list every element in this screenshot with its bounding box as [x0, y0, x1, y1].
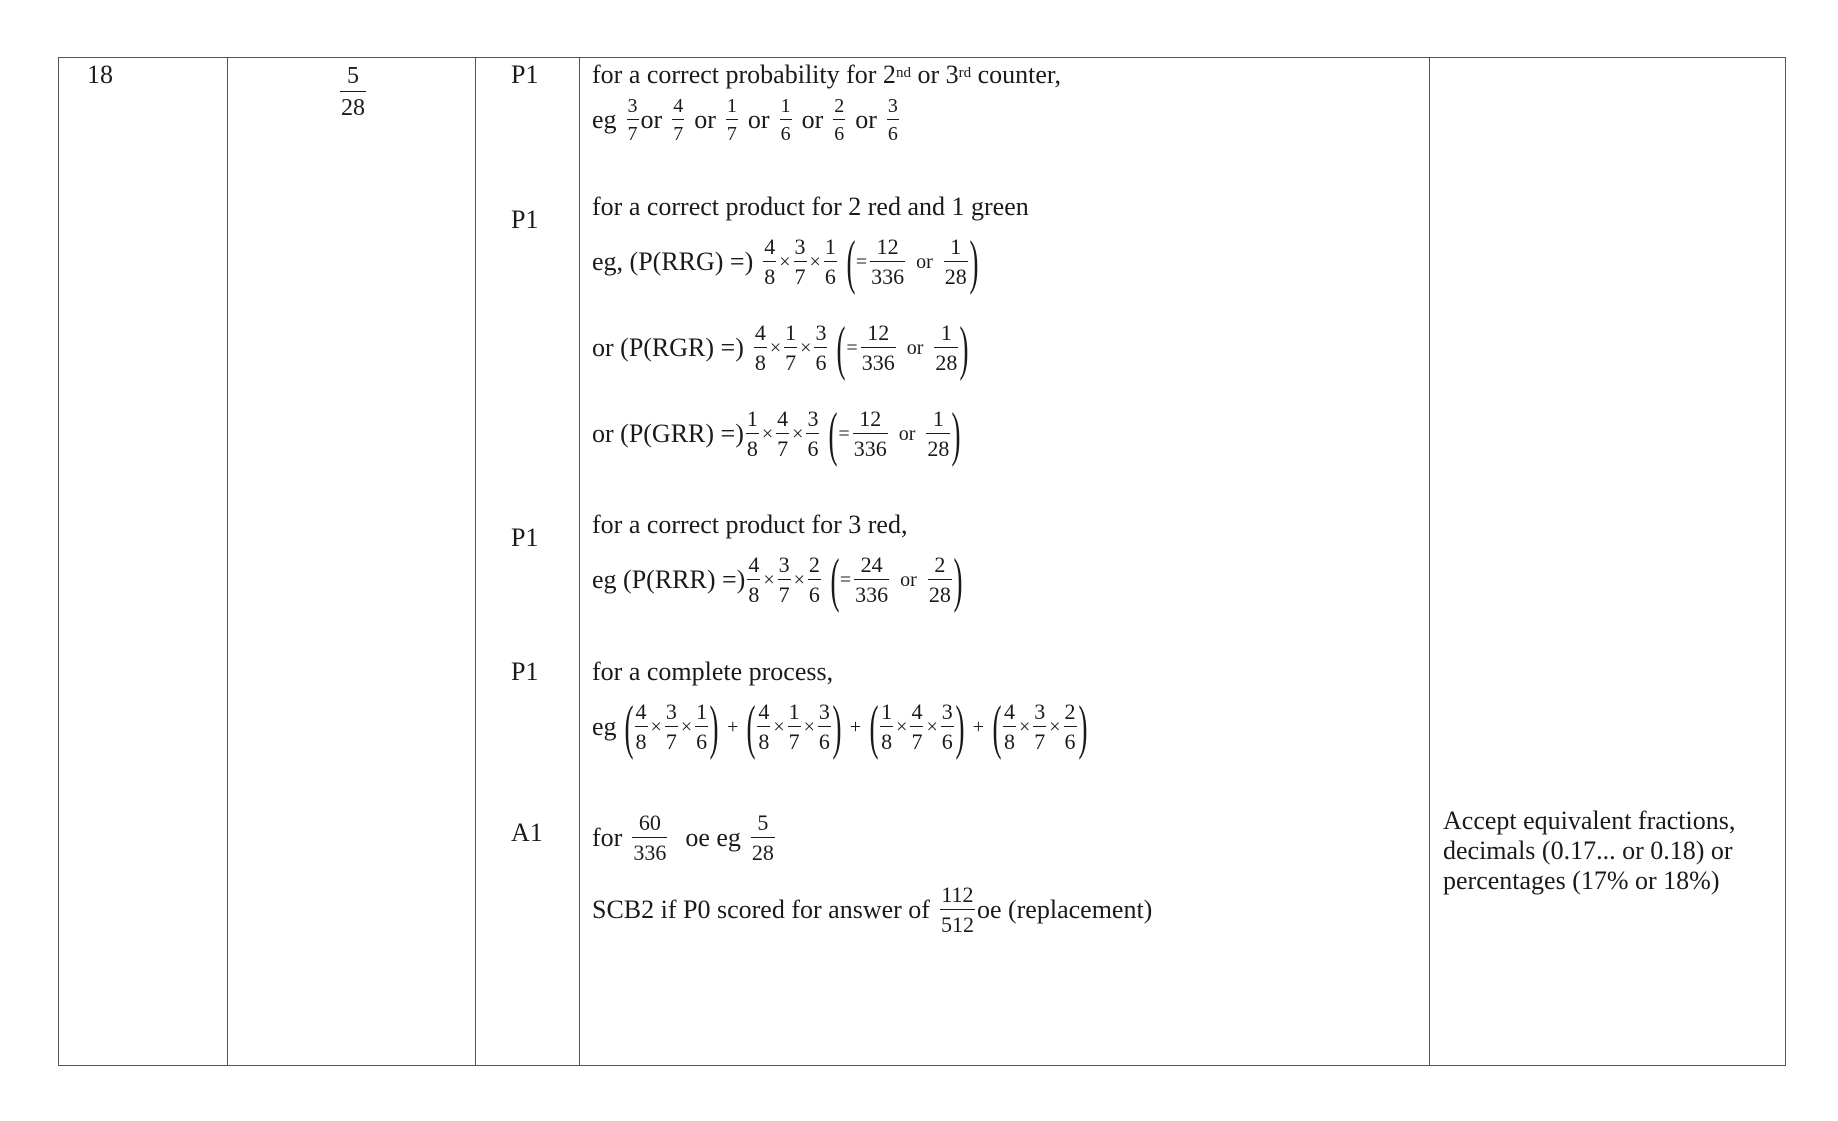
- denominator: 7: [627, 123, 638, 145]
- denominator: 7: [726, 123, 737, 145]
- denominator: 7: [785, 350, 797, 375]
- operator: ×: [761, 422, 774, 445]
- numerator: 1: [944, 236, 968, 262]
- fraction: [627, 96, 639, 144]
- parenthesis: ): [969, 229, 979, 295]
- denominator: 28: [935, 350, 958, 375]
- mark-p1-product-rrr: P1: [511, 523, 539, 552]
- guidance-note-3: percentages (17% or 18%): [1443, 866, 1720, 895]
- text-part: or 3: [910, 60, 959, 89]
- denominator: 28: [928, 582, 951, 607]
- row-label: or (P(RGR) =): [592, 333, 744, 362]
- parenthesis: (: [992, 694, 1002, 760]
- numerator: 4: [635, 701, 648, 727]
- fraction: [776, 408, 789, 460]
- fraction: [854, 554, 889, 606]
- numerator: 1: [726, 96, 738, 120]
- numerator: 1: [788, 701, 801, 727]
- fraction: [751, 812, 775, 864]
- operator: ×: [1049, 715, 1061, 738]
- fraction: [926, 408, 950, 460]
- denominator: 336: [871, 264, 905, 289]
- eg-label: eg: [592, 105, 617, 134]
- operator: ×: [769, 336, 782, 359]
- numerator: 2: [833, 96, 845, 120]
- fraction: [928, 554, 952, 606]
- numerator: 3: [806, 408, 819, 434]
- numerator: 4: [672, 96, 684, 120]
- scb-text: oe (replacement): [976, 895, 1153, 924]
- fraction: [747, 554, 760, 606]
- fraction: [1064, 701, 1077, 753]
- denominator: 6: [1064, 729, 1076, 754]
- denominator: 6: [818, 729, 830, 754]
- numerator: 4: [747, 554, 760, 580]
- operator: or: [916, 250, 933, 273]
- fraction: [746, 408, 759, 460]
- parenthesis: ): [951, 401, 961, 467]
- numerator: 3: [794, 236, 807, 262]
- row-label: eg (P(RRR) =): [592, 565, 746, 594]
- denominator: 6: [941, 729, 953, 754]
- numerator: 4: [754, 322, 767, 348]
- denominator: 8: [748, 582, 760, 607]
- guidance-note-2: decimals (0.17... or 0.18) or: [1443, 836, 1733, 865]
- fraction: [806, 408, 819, 460]
- numerator: 3: [665, 701, 678, 727]
- numerator: 5: [751, 812, 775, 838]
- final-answer-line: [592, 812, 777, 864]
- fraction: [870, 236, 905, 288]
- or-label: or: [855, 105, 877, 134]
- mark-p1-probability: P1: [511, 60, 539, 89]
- denominator: 8: [758, 729, 770, 754]
- numerator: 12: [861, 322, 896, 348]
- column-divider: [475, 58, 476, 1065]
- numerator: 1: [746, 408, 759, 434]
- superscript: rd: [958, 65, 972, 81]
- question-number: 18: [87, 60, 113, 89]
- parenthesis: (: [624, 694, 634, 760]
- numerator: 112: [940, 884, 975, 910]
- denominator: 8: [746, 436, 758, 461]
- guidance-note-1: Accept equivalent fractions,: [1443, 806, 1736, 835]
- numerator: 24: [854, 554, 889, 580]
- parenthesis: ): [832, 694, 842, 760]
- numerator: 1: [784, 322, 797, 348]
- operator: ×: [793, 568, 805, 591]
- operator: =: [838, 422, 850, 445]
- operator: +: [972, 715, 984, 738]
- parenthesis: ): [955, 694, 965, 760]
- fraction: [808, 554, 821, 606]
- numerator: 3: [627, 96, 639, 120]
- denominator: 6: [696, 729, 708, 754]
- denominator: 6: [815, 350, 827, 375]
- fraction: [941, 701, 954, 753]
- operator: ×: [800, 336, 812, 359]
- numerator: 4: [910, 701, 923, 727]
- denominator: 7: [911, 729, 923, 754]
- mark-p1-process: P1: [511, 657, 539, 686]
- product-row-rgr: [592, 315, 969, 381]
- parenthesis: (: [836, 315, 846, 381]
- fraction: [632, 812, 667, 864]
- fraction: [754, 322, 767, 374]
- operator: ×: [779, 250, 791, 273]
- denominator: 6: [808, 582, 820, 607]
- for-label: for: [592, 823, 623, 852]
- denominator: 28: [751, 840, 774, 865]
- fraction: [726, 96, 738, 144]
- text-part: counter,: [971, 60, 1062, 89]
- column-divider: [579, 58, 580, 1065]
- numerator: 3: [778, 554, 791, 580]
- product-row-grr: [592, 401, 961, 467]
- denominator: 8: [1003, 729, 1015, 754]
- denominator: 7: [778, 582, 790, 607]
- row-label: or (P(GRR) =): [592, 419, 744, 448]
- mark-p1-product-rrg: P1: [511, 205, 539, 234]
- parenthesis: (: [830, 547, 840, 613]
- numerator: 2: [928, 554, 952, 580]
- denominator: 6: [807, 436, 819, 461]
- numerator: 12: [870, 236, 905, 262]
- fraction: [794, 236, 807, 288]
- numerator: 4: [1003, 701, 1016, 727]
- denominator: 7: [665, 729, 677, 754]
- fraction: [861, 322, 896, 374]
- denominator: 8: [881, 729, 893, 754]
- product-row-rrr: [592, 547, 963, 613]
- oe-eg-label: oe eg: [685, 823, 741, 852]
- operator: =: [846, 336, 858, 359]
- fraction: [665, 701, 678, 753]
- block2-heading: for a correct product for 2 red and 1 green: [592, 192, 1029, 221]
- column-divider: [1429, 58, 1430, 1065]
- operator: ×: [1018, 715, 1031, 738]
- scb-text: SCB2 if P0 scored for answer of: [592, 895, 930, 924]
- numerator: 4: [763, 236, 776, 262]
- denominator: 336: [633, 840, 667, 865]
- operator: ×: [650, 715, 662, 738]
- denominator: 6: [834, 123, 845, 145]
- fraction: [853, 408, 888, 460]
- denominator: 512: [940, 912, 974, 937]
- parenthesis: (: [846, 229, 856, 295]
- operator: ×: [763, 568, 775, 591]
- fraction: [695, 701, 708, 753]
- fraction: [934, 322, 958, 374]
- text-part: for a correct probability for 2: [592, 60, 896, 89]
- or-label: or: [640, 105, 663, 134]
- numerator: 1: [824, 236, 837, 262]
- answer-cell: [338, 64, 368, 120]
- denominator: 6: [780, 123, 791, 145]
- fraction: [784, 322, 797, 374]
- numerator: 3: [818, 701, 831, 727]
- operator: +: [727, 715, 739, 738]
- fraction: [887, 96, 899, 144]
- denominator: 6: [824, 264, 836, 289]
- numerator: 12: [853, 408, 888, 434]
- or-label: or: [747, 105, 770, 134]
- denominator: 28: [927, 436, 950, 461]
- numerator: 1: [926, 408, 950, 434]
- answer-fraction: [340, 64, 366, 120]
- fraction: [757, 701, 770, 753]
- parenthesis: ): [709, 694, 719, 760]
- denominator: 28: [944, 264, 967, 289]
- row-label: eg, (P(RRG) =): [592, 247, 754, 276]
- numerator: 1: [880, 701, 893, 727]
- fraction: [910, 701, 923, 753]
- operator: +: [849, 715, 862, 738]
- parenthesis: ): [959, 315, 969, 381]
- fraction: [672, 96, 684, 144]
- operator: ×: [896, 715, 908, 738]
- block3-heading: for a correct product for 3 red,: [592, 510, 908, 539]
- superscript: nd: [895, 65, 911, 81]
- complete-process-expression: [592, 694, 1088, 760]
- operator: or: [898, 422, 916, 445]
- operator: ×: [809, 250, 821, 273]
- fraction: [824, 236, 837, 288]
- parenthesis: (: [746, 694, 756, 760]
- fraction: [880, 701, 893, 753]
- fraction: [763, 236, 776, 288]
- numerator: 2: [1064, 701, 1077, 727]
- fraction: [788, 701, 801, 753]
- denominator: 8: [764, 264, 776, 289]
- operator: ×: [773, 715, 785, 738]
- denominator: 336: [853, 436, 887, 461]
- operator: ×: [926, 715, 938, 738]
- fraction: [635, 701, 648, 753]
- denominator: 8: [754, 350, 766, 375]
- fraction: [818, 701, 831, 753]
- numerator: 5: [340, 64, 366, 92]
- block4-heading: for a complete process,: [592, 657, 834, 686]
- eg-label: eg: [592, 712, 617, 741]
- numerator: 2: [808, 554, 821, 580]
- numerator: 1: [780, 96, 792, 120]
- fraction: [940, 884, 975, 936]
- product-row-rrg: [592, 229, 979, 295]
- operator: ×: [792, 422, 804, 445]
- numerator: 1: [934, 322, 958, 348]
- denominator: 6: [887, 123, 898, 145]
- denominator: 7: [673, 123, 684, 145]
- denominator: 8: [635, 729, 647, 754]
- operator: =: [839, 568, 852, 591]
- parenthesis: (: [828, 401, 838, 467]
- numerator: 3: [814, 322, 827, 348]
- fraction: [814, 322, 827, 374]
- numerator: 3: [1033, 701, 1046, 727]
- fraction: [944, 236, 968, 288]
- fraction: [1003, 701, 1016, 753]
- special-case-line: [592, 884, 1152, 936]
- denominator: 7: [1034, 729, 1046, 754]
- block1-fractions: [592, 96, 901, 144]
- operator: =: [855, 250, 868, 273]
- operator: or: [906, 336, 924, 359]
- denominator: 7: [788, 729, 800, 754]
- numerator: 3: [887, 96, 899, 120]
- numerator: 4: [776, 408, 789, 434]
- denominator: 7: [794, 264, 806, 289]
- mark-a1-answer: A1: [511, 818, 543, 847]
- parenthesis: ): [1078, 694, 1088, 760]
- or-label: or: [801, 105, 824, 134]
- fraction: [778, 554, 791, 606]
- parenthesis: ): [953, 547, 963, 613]
- fraction: [780, 96, 792, 144]
- fraction: [1033, 701, 1046, 753]
- operator: ×: [803, 715, 815, 738]
- numerator: 60: [632, 812, 667, 838]
- denominator: 336: [855, 582, 889, 607]
- numerator: 4: [757, 701, 770, 727]
- parenthesis: (: [869, 694, 879, 760]
- or-label: or: [694, 105, 716, 134]
- denominator: 336: [861, 350, 895, 375]
- column-divider: [227, 58, 228, 1065]
- fraction: [833, 96, 845, 144]
- block1-heading: [592, 60, 1061, 90]
- denominator: 7: [777, 436, 789, 461]
- denominator: 28: [341, 95, 365, 121]
- numerator: 3: [941, 701, 954, 727]
- numerator: 1: [695, 701, 708, 727]
- operator: ×: [680, 715, 693, 738]
- operator: or: [900, 568, 917, 591]
